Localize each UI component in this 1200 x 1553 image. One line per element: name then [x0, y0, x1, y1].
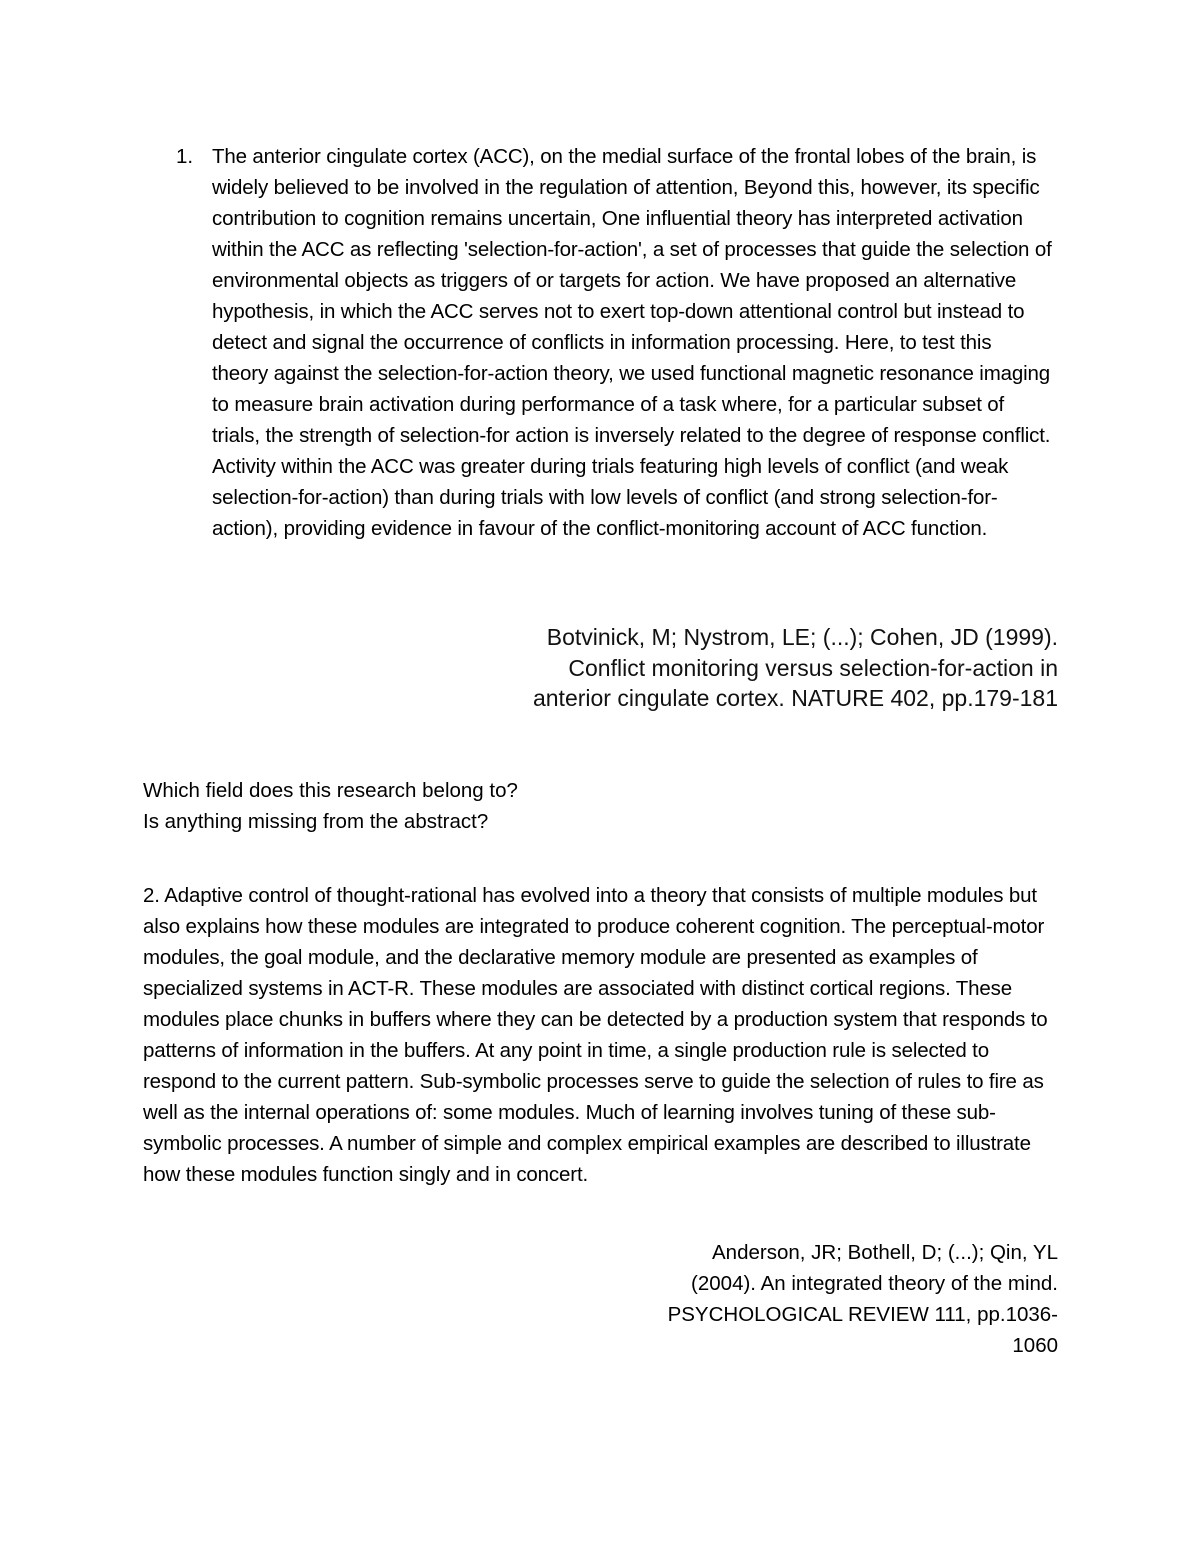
abstract-2-text: 2. Adaptive control of thought-rational has evolved into a theory that consists of multiple modules but also explains how these modules are integrated to produce coherent cognition. The perceptual-motor modules, the goal module, and the declarative memory module are presented as examples of specialized systems in ACT-R. These modules are associated with distinct cortical regions. These modules place chunks in buffers where they can be detected by a production system that responds to patterns of information in the buffers. At any point in time, a single production rule is selected to respond to the current pattern. Sub-symbolic processes serve to guide the selection of rules to fire as well as the internal operations of: some modules. Much of learning involves tuning of these sub-symbolic processes. A number of simple and complex empirical examples are described to illustrate how these modules function singly and in concert. [143, 884, 1048, 1186]
question-missing: Is anything missing from the abstract? [143, 810, 489, 833]
list-number-1: 1. [176, 145, 194, 168]
question-field: Which field does this research belong to? [143, 779, 518, 802]
abstract-1-text: The anterior cingulate cortex (ACC), on the medial surface of the frontal lobes of the brain, is widely believed to be involved in the regulation of attention, Beyond this, however, its specific contribution to cognition remains uncertain, One influential theory has interpreted activation within the ACC as reflecting 'selection-for-action', a set of processes that guide the selection of environmental objects as triggers of or targets for action. We have proposed an alternative hypothesis, in which the ACC serves not to exert top-down attentional control but instead to detect and signal the occurrence of conflicts in information processing. Here, to test this theory against the selection-for-action theory, we used functional magnetic resonance imaging to measure brain activation during performance of a task where, for a particular subset of trials, the strength of selection-for action is inversely related to the degree of response conflict. Activity within the ACC was greater during trials featuring high levels of conflict (and weak selection-for-action) than during trials with low levels of conflict (and strong selection-for-action), providing evidence in favour of the conflict-monitoring account of ACC function. [212, 145, 1052, 540]
citation-2: Anderson, JR; Bothell, D; (...); Qin, YL (2004). An integrated theory of the mind. PSYCHOLOGICAL REVIEW 111, pp.1036-1060 [667, 1241, 1058, 1357]
citation-1: Botvinick, M; Nystrom, LE; (...); Cohen, JD (1999). Conflict monitoring versus selection-for-action in anterior cingulate cortex. NATURE 402, pp.179-181 [532, 624, 1058, 711]
